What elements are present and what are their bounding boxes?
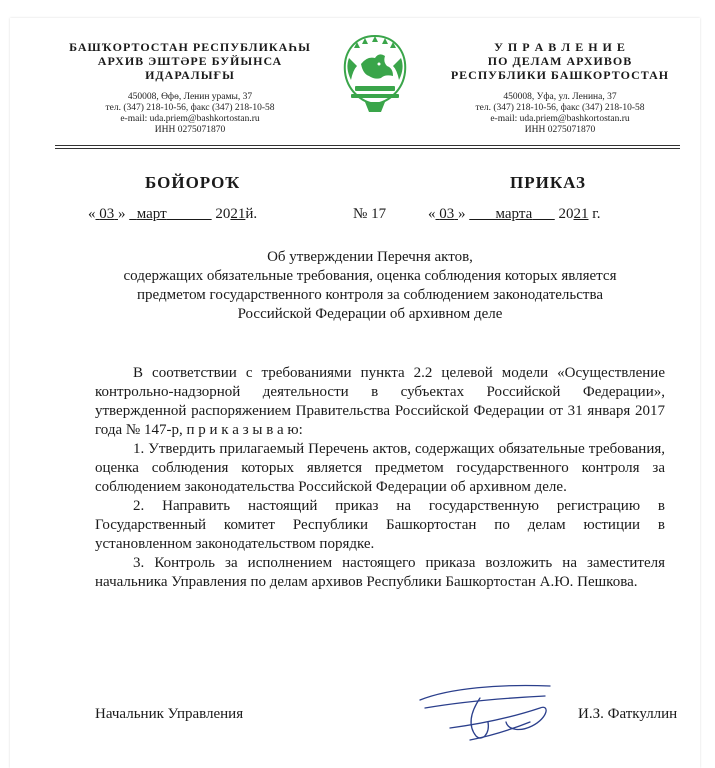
- header-divider-thin: [55, 148, 680, 149]
- org-name-bashkir: [40, 40, 340, 82]
- org-line: РЕСПУБЛИКИ БАШКОРТОСТАН: [450, 68, 670, 82]
- handwritten-signature-icon: [410, 678, 560, 748]
- title-line: Об утверждении Перечня актов,: [267, 249, 473, 265]
- title-line: предметом государственного контроля за соблюдением законодательства: [136, 287, 604, 303]
- signatory-name: И.З. Фаткуллин: [578, 706, 678, 722]
- address-bashkir: [40, 92, 340, 136]
- doc-type-russian: ПРИКАЗ: [510, 173, 586, 192]
- address-line: ИНН 0275071870: [524, 125, 596, 135]
- address-line: тел. (347) 218-10-56, факс (347) 218-10-58: [475, 103, 645, 113]
- title-line: содержащих обязательные требования, оценка соблюдения которых является: [123, 268, 617, 284]
- org-line: БАШҠОРТОСТАН РЕСПУБЛИКАҺЫ: [69, 40, 311, 54]
- signatory-role: Начальник Управления: [95, 706, 244, 722]
- address-line: тел. (347) 218-10-56, факс (347) 218-10-58: [105, 103, 275, 113]
- number-label: №: [353, 206, 368, 222]
- address-line: e-mail: uda.priem@bashkortostan.ru: [490, 114, 630, 124]
- address-line: e-mail: uda.priem@bashkortostan.ru: [120, 114, 260, 124]
- date-year-suffix: 21: [230, 206, 246, 222]
- quote-close: »: [118, 206, 126, 222]
- date-year-word: г.: [592, 206, 601, 222]
- address-line: ИНН 0275071870: [154, 125, 226, 135]
- order-item: 2. Направить настоящий приказ на государственную регистрацию в Государственный комитет Республики Башкортостан по делам юстиции в установленном законодательством порядке.: [95, 498, 665, 552]
- title-line: Российской Федерации об архивном деле: [237, 306, 503, 322]
- date-day: 03: [99, 206, 115, 222]
- date-russian: [428, 206, 600, 223]
- order-item: 3. Контроль за исполнением настоящего приказа возложить на заместителя начальника Управления по делам архивов Республики Башкортостан А.Ю. Пешкова.: [95, 555, 665, 590]
- date-year-word: й.: [245, 206, 258, 222]
- quote-open: «: [428, 206, 436, 222]
- date-year-suffix: 21: [573, 206, 589, 222]
- order-item: 1. Утвердить прилагаемый Перечень актов, содержащих обязательные требования, оценка соблюдения которых является предметом государственного контроля за соблюдением законодательства Российской Федерации об архивном деле.: [95, 441, 665, 495]
- preamble-paragraph: В соответствии с требованиями пункта 2.2 целевой модели «Осуществление контрольно-надзорной деятельности в субъектах Российской Федерации», утвержденной распоряжением Правительства Российской Федерации от 31 января 2017 года № 147-р, п р и к а з ы в а ю:: [95, 365, 665, 438]
- address-russian: [410, 92, 710, 136]
- header-right: [410, 40, 710, 136]
- org-line: АРХИВ ЭШТӘРЕ БУЙЫНСА: [97, 54, 283, 68]
- date-year-prefix: 20: [558, 206, 574, 222]
- bashkortostan-emblem-icon: [335, 28, 415, 128]
- document-page: [10, 18, 700, 768]
- date-month: март: [136, 206, 167, 222]
- date-day: 03: [439, 206, 455, 222]
- date-bashkir: [88, 206, 257, 223]
- org-line: ИДАРАЛЫҒЫ: [145, 68, 235, 82]
- org-name-russian: [410, 40, 710, 82]
- document-title: [70, 248, 670, 324]
- header-left: [40, 40, 340, 136]
- number-value: 17: [371, 206, 387, 222]
- document-body: [95, 364, 665, 592]
- date-year-prefix: 20: [215, 206, 231, 222]
- header-divider: [55, 145, 680, 146]
- quote-close: »: [458, 206, 466, 222]
- org-line: У П Р А В Л Е Н И Е: [494, 40, 626, 54]
- doc-type-bashkir: БОЙОРОҠ: [145, 173, 241, 192]
- address-line: 450008, Уфа, ул. Ленина, 37: [503, 92, 617, 102]
- order-number: [353, 206, 386, 223]
- address-line: 450008, Өфө, Ленин урамы, 37: [127, 92, 253, 102]
- date-month: марта: [495, 206, 533, 222]
- org-line: ПО ДЕЛАМ АРХИВОВ: [487, 54, 633, 68]
- quote-open: «: [88, 206, 96, 222]
